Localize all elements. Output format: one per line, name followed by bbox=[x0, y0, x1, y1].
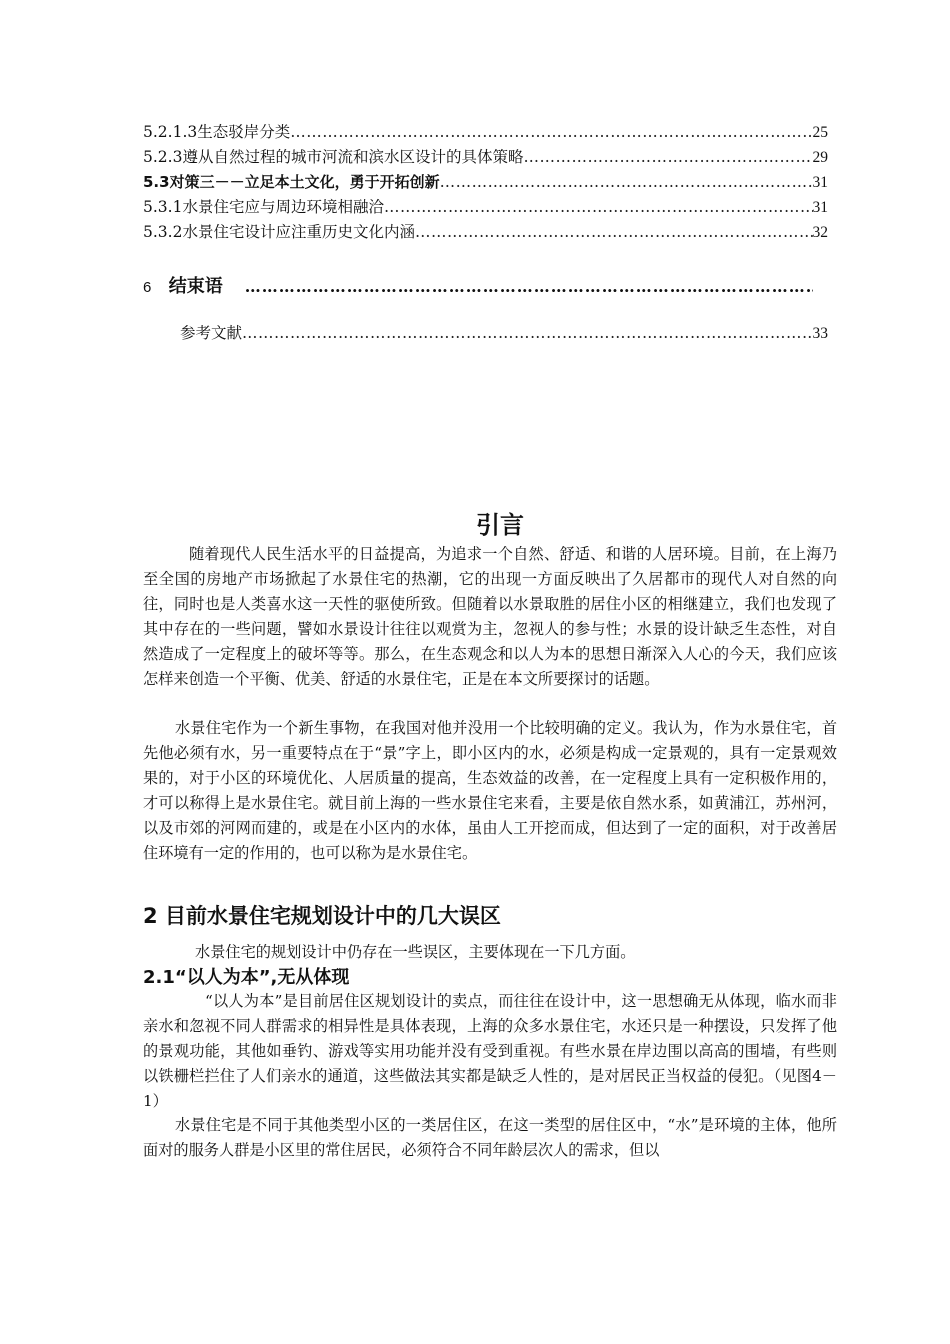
toc-entry-page: 29 bbox=[812, 149, 828, 166]
subsection-paragraph: 水景住宅是不同于其他类型小区的一类居住区，在这一类型的居住区中，“水”是环境的主体，他所面对的服务人群是小区里的常住居民，必须符合不同年龄层次人的需求，但以 bbox=[143, 1116, 837, 1159]
intro-paragraph: 水景住宅作为一个新生事物，在我国对他并没用一个比较明确的定义。我认为，作为水景住宅，首先他必须有水，另一重要特点在于“景”字上，即小区内的水，必须是构成一定景观的，具有一定景观效果的，对于小区的环境优化、人居质量的提高，生态效益的改善，在一定程度上具有一定积极作用的，才可以称得上是水景住宅。就目前上海的一些水景住宅来看，主要是依自然水系，如黄浦江，苏州河，以及市郊的河网而建的，或是在小区内的水体，虽由人工开挖而成，但达到了一定的面积，对于改善居住环境有一定的作用的，也可以称为是水景住宅。 bbox=[143, 719, 837, 862]
subsection-paragraph: “以人为本”是目前居住区规划设计的卖点，而往往在设计中，这一思想确无从体现，临水而非亲水和忽视不同人群需求的相异性是具体表现，上海的众多水景住宅，水还只是一种摆设，只发挥了他的景观功能，其他如垂钓、游戏等实用功能并没有受到重视。有些水景在岸边围以高高的围墙，有些则以铁栅栏拦住了人们亲水的通道，这些做法其实都是缺乏人性的，是对居民正当权益的侵犯。（见图4－1） bbox=[143, 992, 837, 1110]
toc-leader-dots bbox=[242, 321, 812, 345]
section-intro-paragraph: 水景住宅的规划设计中仍存在一些误区，主要体现在一下几方面。 bbox=[195, 943, 636, 961]
toc-entry[interactable] bbox=[143, 145, 828, 169]
toc-chapter-6[interactable] bbox=[143, 272, 813, 296]
toc-leader-dots bbox=[290, 120, 812, 144]
toc-entry-page: 32 bbox=[812, 224, 828, 241]
intro-paragraph: 随着现代人民生活水平的日益提高，为追求一个自然、舒适、和谐的人居环境。目前，在上海乃至全国的房地产市场掀起了水景住宅的热潮，它的出现一方面反映出了久居都市的现代人对自然的向往，同时也是人类喜水这一天性的驱使所致。但随着以水景取胜的居住小区的相继建立，我们也发现了其中存在的一些问题，譬如水景设计往往以观赏为主，忽视人的参与性；水景的设计缺乏生态性，对自然造成了一定程度上的破坏等等。那么，在生态观念和以人为本的思想日渐深入人心的今天，我们应该怎样来创造一个平衡、优美、舒适的水景住宅，正是在本文所要探讨的话题。 bbox=[143, 545, 837, 688]
toc-entry[interactable] bbox=[143, 120, 828, 144]
toc-entry-label: 5.3.1水景住宅应与周边环境相融洽 bbox=[143, 198, 384, 216]
subsection-heading: 2.1“以人为本”,无从体现 bbox=[143, 967, 350, 988]
toc-entry-page: 25 bbox=[812, 124, 828, 141]
section-heading: 2 目前水景住宅规划设计中的几大误区 bbox=[143, 904, 501, 928]
toc-chapter-number: 6 bbox=[143, 279, 152, 296]
toc-entry-label: 参考文献 bbox=[180, 324, 243, 342]
toc-entry-page: 31 bbox=[812, 174, 828, 191]
toc-entry-label: 5.2.3遵从自然过程的城市河流和滨水区设计的具体策略 bbox=[143, 148, 524, 166]
toc-leader-dots bbox=[415, 220, 813, 244]
toc-entry[interactable] bbox=[143, 220, 828, 244]
toc-chapter-title: 结束语 bbox=[168, 276, 223, 297]
toc-entry-label: 5.3对策三－－立足本土文化，勇于开拓创新 bbox=[143, 173, 440, 191]
toc-entry-references[interactable] bbox=[180, 321, 828, 345]
toc-leader-dots bbox=[245, 277, 813, 296]
toc-entry[interactable] bbox=[143, 195, 828, 219]
toc-entry-page: 33 bbox=[812, 325, 828, 342]
toc-entry-label: 5.2.1.3生态驳岸分类 bbox=[143, 123, 291, 141]
toc-leader-dots bbox=[523, 145, 812, 169]
toc-entry[interactable] bbox=[143, 170, 828, 194]
toc-entry-label: 5.3.2水景住宅设计应注重历史文化内涵 bbox=[143, 223, 415, 241]
toc-entry-page: 31 bbox=[812, 199, 828, 216]
intro-heading: 引言 bbox=[476, 511, 524, 539]
toc-leader-dots bbox=[384, 195, 813, 219]
toc-leader-dots bbox=[440, 170, 813, 194]
